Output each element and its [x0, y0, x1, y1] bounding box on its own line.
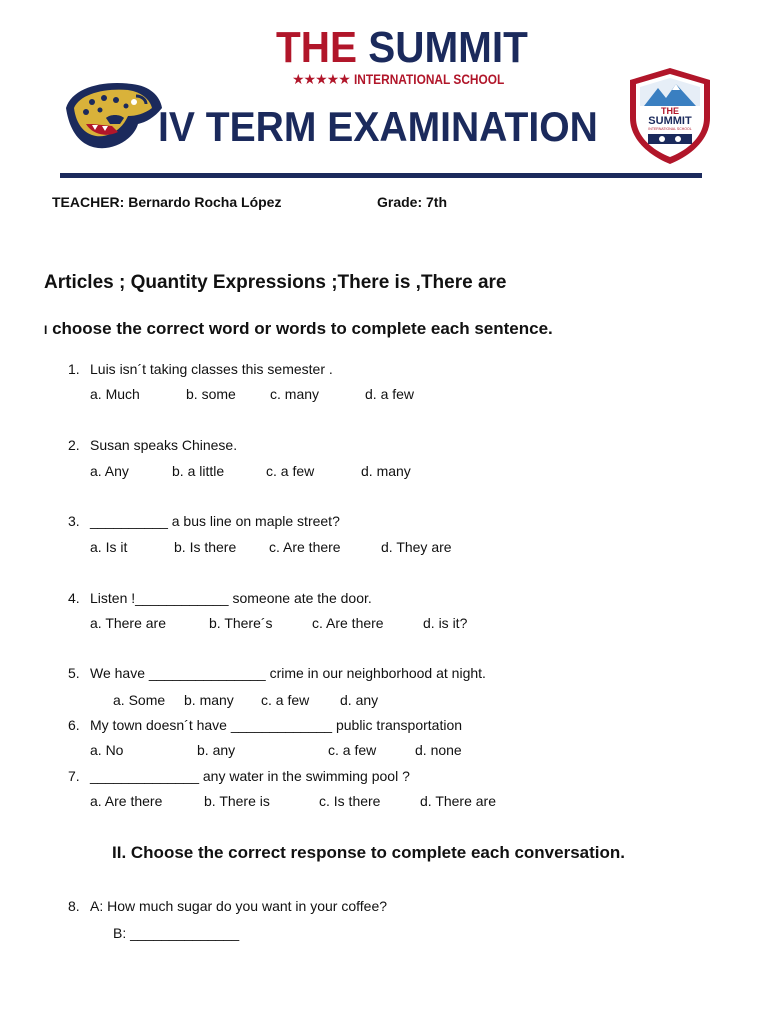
option-c[interactable]: c. a few: [266, 463, 315, 479]
brand-summit: SUMMIT: [368, 23, 528, 72]
brand-wordmark: [276, 23, 528, 72]
option-a[interactable]: a. Some: [113, 692, 166, 708]
option-a[interactable]: a. Any: [90, 463, 129, 479]
question-text: My town doesn´t have _____________ public transportation: [90, 717, 463, 733]
question-6: [68, 717, 462, 733]
brand-stars-icon: ★★★★★: [292, 71, 350, 87]
section2-heading: II. Choose the correct response to complete each conversation.: [112, 843, 625, 862]
option-d[interactable]: d. There are: [420, 793, 497, 809]
crest-text-the: THE: [661, 106, 679, 116]
brand-school: INTERNATIONAL SCHOOL: [353, 71, 504, 87]
brand-subtitle: [292, 72, 530, 86]
question-number: 5.: [68, 665, 80, 681]
header-divider: [60, 173, 702, 178]
option-d[interactable]: d. They are: [381, 539, 452, 555]
question-number: 1.: [68, 361, 80, 377]
section1-title-text: choose the correct word or words to complete each sentence.: [52, 319, 553, 338]
question-number: 7.: [68, 768, 80, 784]
question-5: [68, 665, 486, 681]
question-8: [68, 898, 387, 914]
section1-heading: [44, 319, 553, 339]
exam-title: IV TERM EXAMINATION: [158, 103, 598, 150]
jaguar-mascot-logo: [62, 78, 164, 154]
school-crest-logo: [626, 66, 714, 166]
option-b[interactable]: b. There is: [204, 793, 270, 809]
question-text: A: How much sugar do you want in your coffee?: [90, 898, 388, 914]
topic-heading: Articles ; Quantity Expressions ;There is ,There are: [44, 272, 507, 293]
question-1: [68, 361, 333, 377]
grade-label: Grade: 7th: [377, 194, 448, 210]
option-c[interactable]: c. Are there: [312, 615, 384, 631]
option-a[interactable]: a. Much: [90, 386, 140, 402]
question-2: [68, 437, 237, 453]
option-b[interactable]: b. Is there: [174, 539, 237, 555]
question-text: Listen !____________ someone ate the door.: [90, 590, 372, 606]
brand-the: THE: [276, 23, 357, 72]
option-c[interactable]: c. Are there: [269, 539, 341, 555]
crest-text-school: INTERNATIONAL SCHOOL: [648, 127, 692, 131]
teacher-name: TEACHER: Bernardo Rocha López: [52, 194, 282, 210]
option-d[interactable]: d. any: [340, 692, 379, 708]
question-text: We have _______________ crime in our neighborhood at night.: [90, 665, 486, 681]
question-7: [68, 768, 410, 784]
option-a[interactable]: a. Is it: [90, 539, 128, 555]
option-a[interactable]: a. There are: [90, 615, 167, 631]
option-d[interactable]: d. none: [415, 742, 462, 758]
question-text: __________ a bus line on maple street?: [90, 513, 340, 529]
question-number: 6.: [68, 717, 80, 733]
crest-text-summit: SUMMIT: [648, 115, 692, 127]
question-text: ______________ any water in the swimming pool ?: [90, 768, 410, 784]
question-number: 3.: [68, 513, 80, 529]
option-d[interactable]: d. a few: [365, 386, 415, 402]
option-c[interactable]: c. Is there: [319, 793, 381, 809]
question-number: 2.: [68, 437, 80, 453]
section1-roman: I: [44, 323, 48, 337]
option-c[interactable]: c. many: [270, 386, 320, 402]
option-a[interactable]: a. No: [90, 742, 124, 758]
option-b[interactable]: b. a little: [172, 463, 225, 479]
question-text: Luis isn´t taking classes this semester .: [90, 361, 333, 377]
question-number: 4.: [68, 590, 80, 606]
option-a[interactable]: a. Are there: [90, 793, 163, 809]
option-d[interactable]: d. is it?: [423, 615, 468, 631]
question-3: [68, 513, 340, 529]
question-text: Susan speaks Chinese.: [90, 437, 238, 453]
option-b[interactable]: b. some: [186, 386, 236, 402]
option-b[interactable]: b. There´s: [209, 615, 273, 631]
question-number: 8.: [68, 898, 80, 914]
question-4: [68, 590, 372, 606]
option-c[interactable]: c. a few: [261, 692, 310, 708]
option-b[interactable]: b. any: [197, 742, 236, 758]
option-c[interactable]: c. a few: [328, 742, 377, 758]
option-b[interactable]: b. many: [184, 692, 234, 708]
question-8-response[interactable]: B: ______________: [113, 925, 240, 941]
option-d[interactable]: d. many: [361, 463, 411, 479]
